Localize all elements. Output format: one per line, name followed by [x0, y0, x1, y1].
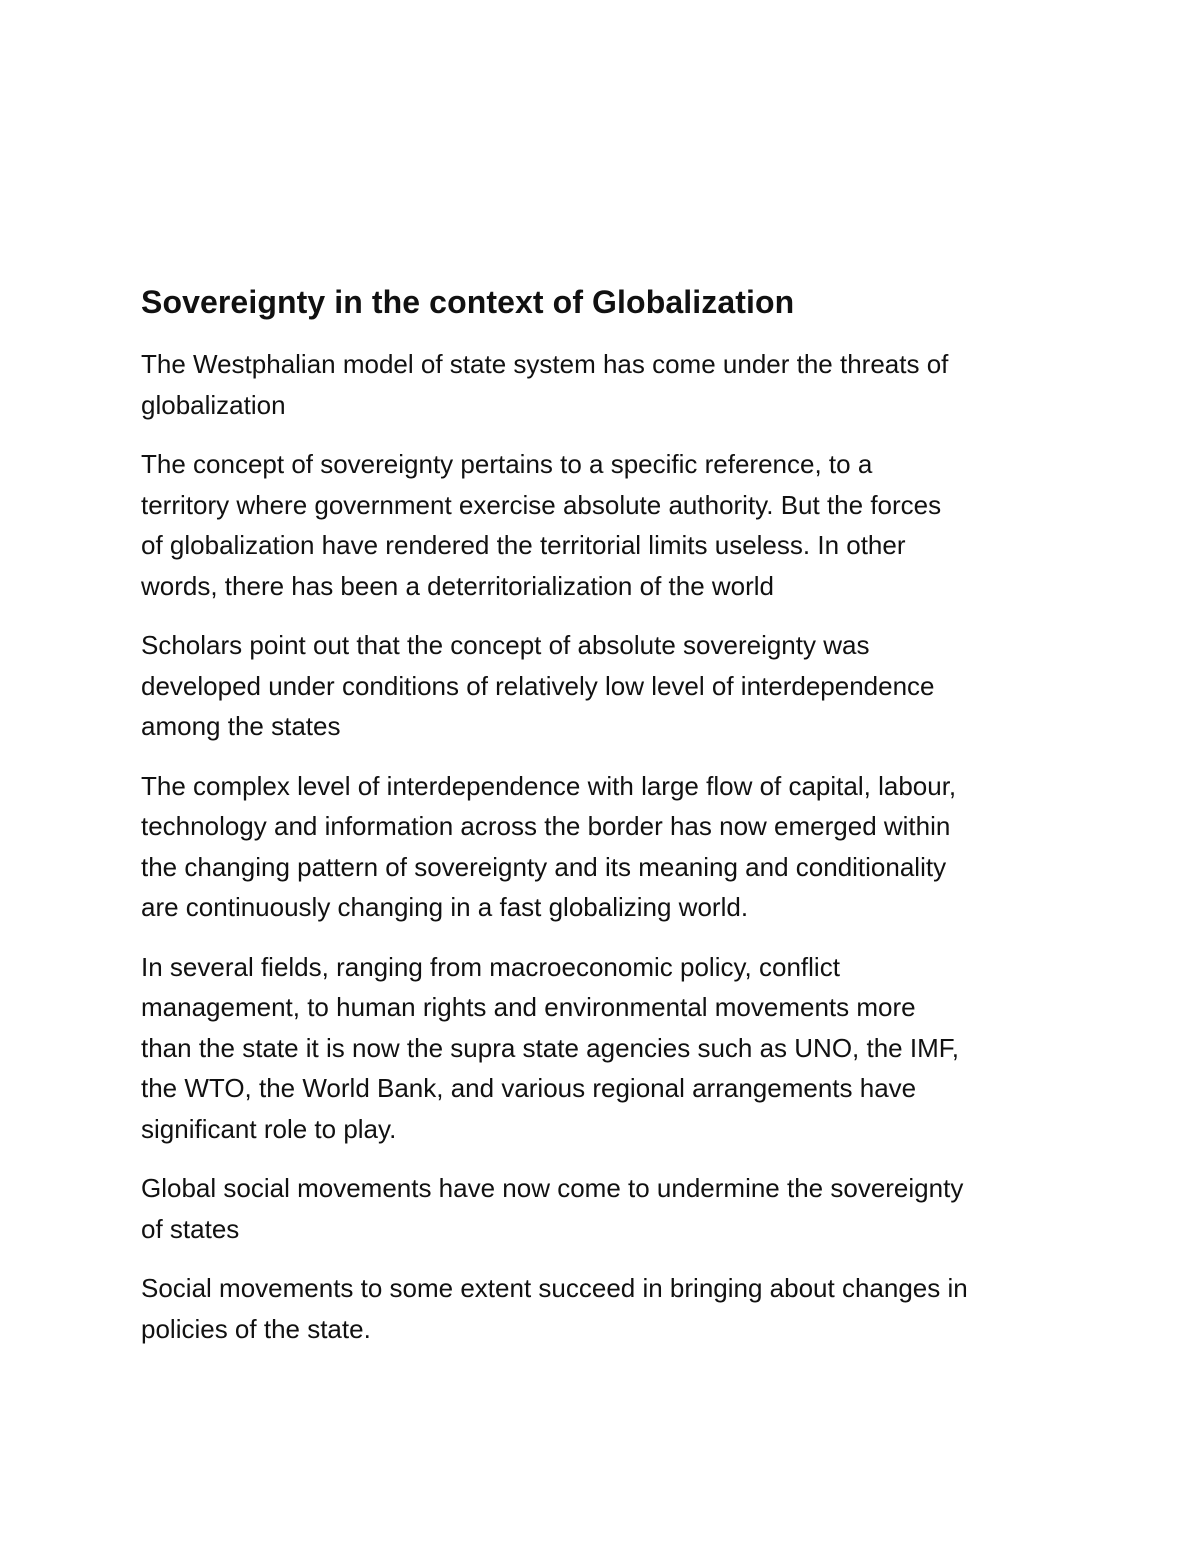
paragraph-line: The concept of sovereignty pertains to a specific reference, to a	[141, 449, 873, 479]
document-title: Sovereignty in the context of Globalization	[141, 284, 795, 320]
paragraph-4	[141, 766, 1061, 928]
paragraph-line: than the state it is now the supra state agencies such as UNO, the IMF,	[141, 1032, 959, 1063]
paragraph-line: The Westphalian model of state system has come under the threats of	[141, 349, 949, 379]
paragraph-1	[141, 344, 1061, 425]
paragraph-line: Global social movements have now come to undermine the sovereignty	[141, 1173, 964, 1203]
paragraph-line: of states	[141, 1213, 240, 1244]
paragraph-3	[141, 625, 1061, 747]
paragraph-line: of globalization have rendered the territorial limits useless. In other	[141, 530, 906, 560]
paragraph-line: are continuously changing in a fast globalizing world.	[141, 892, 749, 922]
paragraph-line: policies of the state.	[141, 1313, 371, 1344]
paragraph-line: management, to human rights and environmental movements more	[141, 992, 916, 1022]
paragraph-line: among the states	[141, 711, 341, 741]
paragraph-line: In several fields, ranging from macroeconomic policy, conflict	[141, 951, 840, 982]
document-body	[141, 278, 1061, 1368]
paragraph-7	[141, 1268, 1061, 1349]
paragraph-6	[141, 1168, 1061, 1249]
paragraph-2	[141, 444, 1061, 606]
paragraph-line: developed under conditions of relatively low level of interdependence	[141, 670, 935, 701]
paragraph-line: The complex level of interdependence with large flow of capital, labour,	[141, 770, 957, 801]
paragraph-line: technology and information across the border has now emerged within	[141, 811, 951, 841]
paragraph-5	[141, 947, 1061, 1150]
paragraph-line: Social movements to some extent succeed in bringing about changes in	[141, 1273, 968, 1303]
paragraph-line: the changing pattern of sovereignty and its meaning and conditionality	[141, 851, 947, 882]
paragraph-line: significant role to play.	[141, 1113, 397, 1144]
paragraph-line: territory where government exercise absolute authority. But the forces	[141, 489, 942, 520]
paragraph-line: globalization	[141, 389, 286, 420]
paragraph-line: words, there has been a deterritorialization of the world	[141, 570, 775, 601]
paragraph-line: Scholars point out that the concept of absolute sovereignty was	[141, 630, 870, 660]
paragraph-line: the WTO, the World Bank, and various regional arrangements have	[141, 1073, 917, 1103]
